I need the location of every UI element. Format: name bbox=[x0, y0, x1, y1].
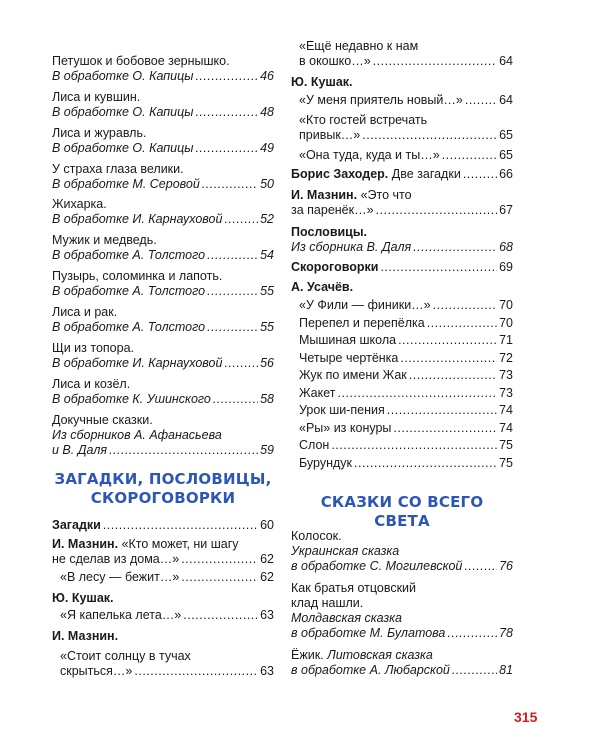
entry-subtitle: В обработке И. Карнауховой bbox=[52, 356, 223, 370]
entry-title: Мышиная школа bbox=[299, 333, 397, 347]
section-title-line: СКОРОГОВОРКИ bbox=[90, 489, 236, 507]
entry-title: Ёжик. bbox=[291, 648, 324, 662]
list-item bbox=[291, 297, 513, 315]
page-ref: 65 bbox=[499, 148, 513, 162]
entry-title: Две загадки bbox=[391, 167, 461, 181]
entry-title: «Кто гостей встречать bbox=[299, 113, 428, 127]
entry-title: «У Фили — финики…» bbox=[299, 298, 431, 312]
author-name: И. Мазнин. bbox=[291, 188, 358, 202]
author-name: И. Мазнин. bbox=[52, 537, 119, 551]
entry-title: Перепел и перепёлка bbox=[299, 315, 425, 330]
page-ref: 70 bbox=[499, 298, 513, 312]
entry-title: Мужик и медведь. bbox=[52, 233, 157, 247]
page-ref: 49 bbox=[260, 141, 274, 155]
author-name: А. Усачёв. bbox=[291, 280, 354, 294]
page-ref: 75 bbox=[499, 438, 513, 452]
entry-subtitle: и В. Даля bbox=[52, 443, 108, 457]
page-ref: 69 bbox=[499, 260, 513, 274]
author-name: И. Мазнин. bbox=[52, 629, 119, 643]
page-ref: 72 bbox=[499, 350, 513, 365]
entry-subtitle: В обработке И. Карнауховой bbox=[52, 212, 223, 226]
page-ref: 70 bbox=[499, 315, 513, 330]
entry-subtitle: Литовская сказка bbox=[327, 648, 433, 662]
entry-title: не сделав из дома…» bbox=[52, 552, 180, 566]
entry-title: «Это что bbox=[360, 188, 412, 202]
author-name: Борис Заходер. bbox=[291, 167, 389, 181]
page-ref: 46 bbox=[260, 69, 274, 83]
entry-title: Щи из топора. bbox=[52, 341, 134, 355]
page-ref: 81 bbox=[499, 663, 513, 677]
toc-entry bbox=[291, 39, 513, 69]
page-ref: 58 bbox=[260, 392, 274, 406]
page-ref: 74 bbox=[499, 420, 513, 435]
toc-entry bbox=[52, 126, 274, 156]
toc-entry bbox=[291, 529, 513, 574]
entry-title: Лиса и кувшин. bbox=[52, 90, 141, 104]
toc-entry bbox=[52, 54, 274, 84]
toc-entry bbox=[52, 377, 274, 407]
entry-title: Лиса и козёл. bbox=[52, 377, 131, 391]
toc-entry bbox=[291, 581, 513, 641]
entry-subtitle: в обработке С. Могилевской bbox=[291, 559, 463, 573]
toc-entry bbox=[52, 269, 274, 299]
toc-entry bbox=[52, 629, 274, 679]
page-ref: 48 bbox=[260, 105, 274, 119]
page-ref: 62 bbox=[260, 570, 274, 584]
page-ref: 73 bbox=[499, 368, 513, 382]
entry-title: Жук по имени Жак bbox=[299, 368, 407, 382]
toc-entry bbox=[52, 90, 274, 120]
page-ref: 60 bbox=[260, 518, 274, 532]
page-ref: 56 bbox=[260, 356, 274, 370]
list-item bbox=[291, 350, 513, 368]
page-ref: 71 bbox=[499, 333, 513, 347]
entry-title: за паренёк…» bbox=[291, 203, 374, 217]
list-item bbox=[291, 367, 513, 385]
entry-title: Бурундук bbox=[299, 455, 353, 470]
entry-title: клад нашли. bbox=[291, 596, 364, 610]
entry-subtitle: В обработке К. Ушинского bbox=[52, 392, 211, 406]
toc-entry bbox=[52, 341, 274, 371]
toc-entry bbox=[52, 233, 274, 263]
entry-subtitle: В обработке А. Толстого bbox=[52, 320, 206, 334]
page-ref: 75 bbox=[499, 455, 513, 470]
entry-title: Как братья отцовский bbox=[291, 581, 416, 595]
entry-title: «Ры» из конуры bbox=[299, 420, 392, 435]
entry-title: в окошко…» bbox=[299, 54, 371, 68]
toc-entry bbox=[52, 305, 274, 335]
entry-title: Колосок. bbox=[291, 529, 342, 543]
entry-title: Урок ши-пения bbox=[299, 403, 385, 417]
entry-title: Слон bbox=[299, 438, 330, 452]
page-ref: 63 bbox=[260, 608, 274, 622]
toc-entry bbox=[291, 167, 513, 182]
entry-title: скрыться…» bbox=[60, 664, 133, 678]
page-ref: 73 bbox=[499, 385, 513, 400]
entry-title: «Она туда, куда и ты…» bbox=[299, 148, 440, 162]
entry-title: Четыре чертёнка bbox=[299, 350, 399, 365]
page-ref: 54 bbox=[260, 248, 274, 262]
section-title-line: ЗАГАДКИ, ПОСЛОВИЦЫ, bbox=[54, 470, 272, 488]
entry-subtitle: В обработке А. Толстого bbox=[52, 248, 206, 262]
page-ref: 64 bbox=[499, 93, 513, 107]
entry-title: Скороговорки bbox=[291, 260, 379, 274]
entry-subtitle: Из сборников А. Афанасьева bbox=[52, 428, 222, 442]
page-ref: 50 bbox=[260, 177, 274, 191]
page-ref: 68 bbox=[499, 240, 513, 254]
entry-title: «Ещё недавно к нам bbox=[299, 39, 419, 53]
entry-subtitle: Украинская сказка bbox=[291, 544, 400, 558]
list-item bbox=[291, 455, 513, 473]
page-number: 315 bbox=[514, 709, 538, 725]
page-ref: 63 bbox=[260, 664, 274, 678]
entry-subtitle: в обработке А. Любарской bbox=[291, 663, 450, 677]
entry-title: Пословицы. bbox=[291, 225, 368, 239]
entry-subtitle: Молдавская сказка bbox=[291, 611, 402, 625]
entry-title: Загадки bbox=[52, 518, 101, 532]
list-item bbox=[291, 385, 513, 403]
entry-subtitle: в обработке М. Булатова bbox=[291, 626, 446, 640]
list-item bbox=[291, 437, 513, 455]
section-title-line: СКАЗКИ СО ВСЕГО СВЕТА bbox=[320, 493, 484, 530]
list-item bbox=[291, 402, 513, 420]
entry-title: «Кто может, ни шагу bbox=[121, 537, 239, 551]
toc-entry bbox=[52, 413, 274, 458]
entry-subtitle: В обработке О. Капицы bbox=[52, 141, 194, 155]
entry-subtitle: Из сборника В. Даля bbox=[291, 240, 412, 254]
author-name: Ю. Кушак. bbox=[291, 75, 353, 89]
toc-entry bbox=[52, 591, 274, 623]
page-ref: 76 bbox=[499, 559, 513, 573]
entry-title: «Я капелька лета…» bbox=[60, 608, 182, 622]
toc-entry bbox=[291, 225, 513, 255]
entry-title: привык…» bbox=[299, 128, 361, 142]
toc-entry bbox=[52, 197, 274, 227]
toc-entry bbox=[291, 188, 513, 218]
page-ref: 66 bbox=[499, 167, 513, 181]
entry-title: Докучные сказки. bbox=[52, 413, 153, 427]
toc-entry bbox=[52, 518, 274, 533]
list-item bbox=[291, 420, 513, 438]
section-title-riddles bbox=[52, 470, 274, 508]
entry-title: Пузырь, соломинка и лапоть. bbox=[52, 269, 223, 283]
page-ref: 64 bbox=[499, 54, 513, 68]
page-ref: 52 bbox=[260, 212, 274, 226]
page-ref: 55 bbox=[260, 320, 274, 334]
entry-title: Жакет bbox=[299, 385, 336, 400]
entry-title: «Стоит солнцу в тучах bbox=[60, 649, 191, 663]
entry-title: Жихарка. bbox=[52, 197, 107, 211]
toc-entry bbox=[291, 648, 513, 678]
page-ref: 65 bbox=[499, 128, 513, 142]
page-ref: 74 bbox=[499, 403, 513, 417]
toc-entry bbox=[52, 537, 274, 585]
entry-subtitle: В обработке М. Серовой bbox=[52, 177, 200, 191]
toc-entry bbox=[52, 162, 274, 192]
entry-subtitle: В обработке А. Толстого bbox=[52, 284, 206, 298]
page-ref: 78 bbox=[499, 626, 513, 640]
section-title-world-tales bbox=[291, 493, 513, 531]
entry-title: Лиса и журавль. bbox=[52, 126, 147, 140]
entry-title: У страха глаза велики. bbox=[52, 162, 184, 176]
toc-entry bbox=[291, 280, 513, 472]
list-item bbox=[291, 315, 513, 333]
entry-subtitle: В обработке О. Капицы bbox=[52, 69, 194, 83]
entry-title: «У меня приятель новый…» bbox=[299, 93, 463, 107]
toc-entry bbox=[291, 260, 513, 275]
entry-title: Петушок и бобовое зернышко. bbox=[52, 54, 230, 68]
page-ref: 67 bbox=[499, 203, 513, 217]
page-ref: 55 bbox=[260, 284, 274, 298]
toc-entry bbox=[291, 75, 513, 163]
entry-subtitle: В обработке О. Капицы bbox=[52, 105, 194, 119]
author-name: Ю. Кушак. bbox=[52, 591, 114, 605]
page-ref: 62 bbox=[260, 552, 274, 566]
entry-title: Лиса и рак. bbox=[52, 305, 118, 319]
page-ref: 59 bbox=[260, 443, 274, 457]
list-item bbox=[291, 332, 513, 350]
entry-title: «В лесу — бежит…» bbox=[60, 570, 180, 584]
